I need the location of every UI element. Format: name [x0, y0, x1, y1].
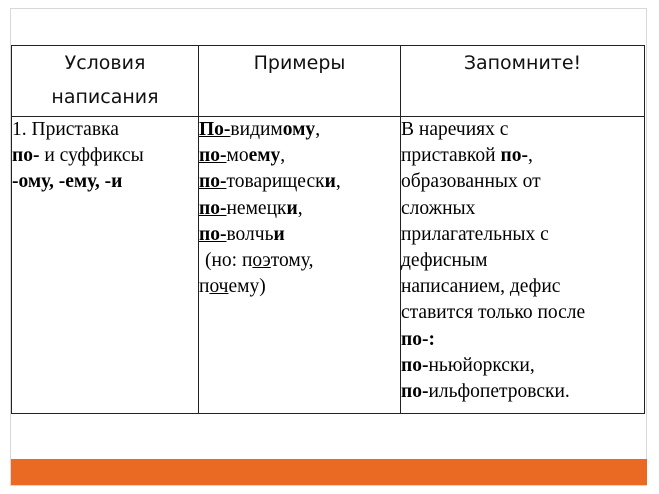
remember-line: прилагательных с	[401, 223, 549, 245]
remember-line: по-ньюйоркски,	[401, 354, 535, 376]
condition-line: 1. Приставка	[12, 119, 119, 140]
remember-line: по-ильфопетровски.	[401, 381, 570, 403]
remember-line: приставкой по-,	[401, 145, 533, 167]
header-conditions	[12, 46, 199, 117]
example-line: по-моему,	[199, 145, 286, 167]
example-line: почему)	[199, 276, 266, 298]
remember-line: В наречиях с	[401, 119, 509, 140]
remember-line: по-:	[401, 328, 435, 350]
remember-line: ставится только после	[401, 302, 586, 324]
remember-line: написанием, дефис	[401, 276, 561, 298]
condition-line: по- и суффиксы	[12, 145, 144, 167]
accent-bar	[11, 459, 647, 485]
remember-line: дефисным	[401, 250, 488, 272]
example-line: По-видимому,	[199, 119, 321, 140]
example-line: по-товарищески,	[199, 171, 341, 193]
condition-line: -ому, -ему, -и	[12, 171, 123, 193]
spelling-rules-table	[11, 45, 645, 414]
example-line: (но: поэтому,	[205, 250, 314, 272]
table-row	[12, 117, 645, 414]
remember-line: сложных	[401, 197, 476, 219]
header-examples	[199, 46, 401, 117]
example-line: по-немецки,	[199, 197, 303, 219]
table-header-row	[12, 46, 645, 117]
header-examples-label: Примеры	[253, 52, 346, 74]
examples-cell	[199, 117, 401, 414]
header-conditions-label: Условия написания	[51, 52, 159, 108]
conditions-cell	[12, 117, 199, 414]
header-remember-label: Запомните!	[463, 52, 582, 74]
example-line: по-волчьи	[199, 223, 285, 245]
remember-cell	[401, 117, 645, 414]
header-remember	[401, 46, 645, 117]
remember-line: образованных от	[401, 171, 541, 193]
